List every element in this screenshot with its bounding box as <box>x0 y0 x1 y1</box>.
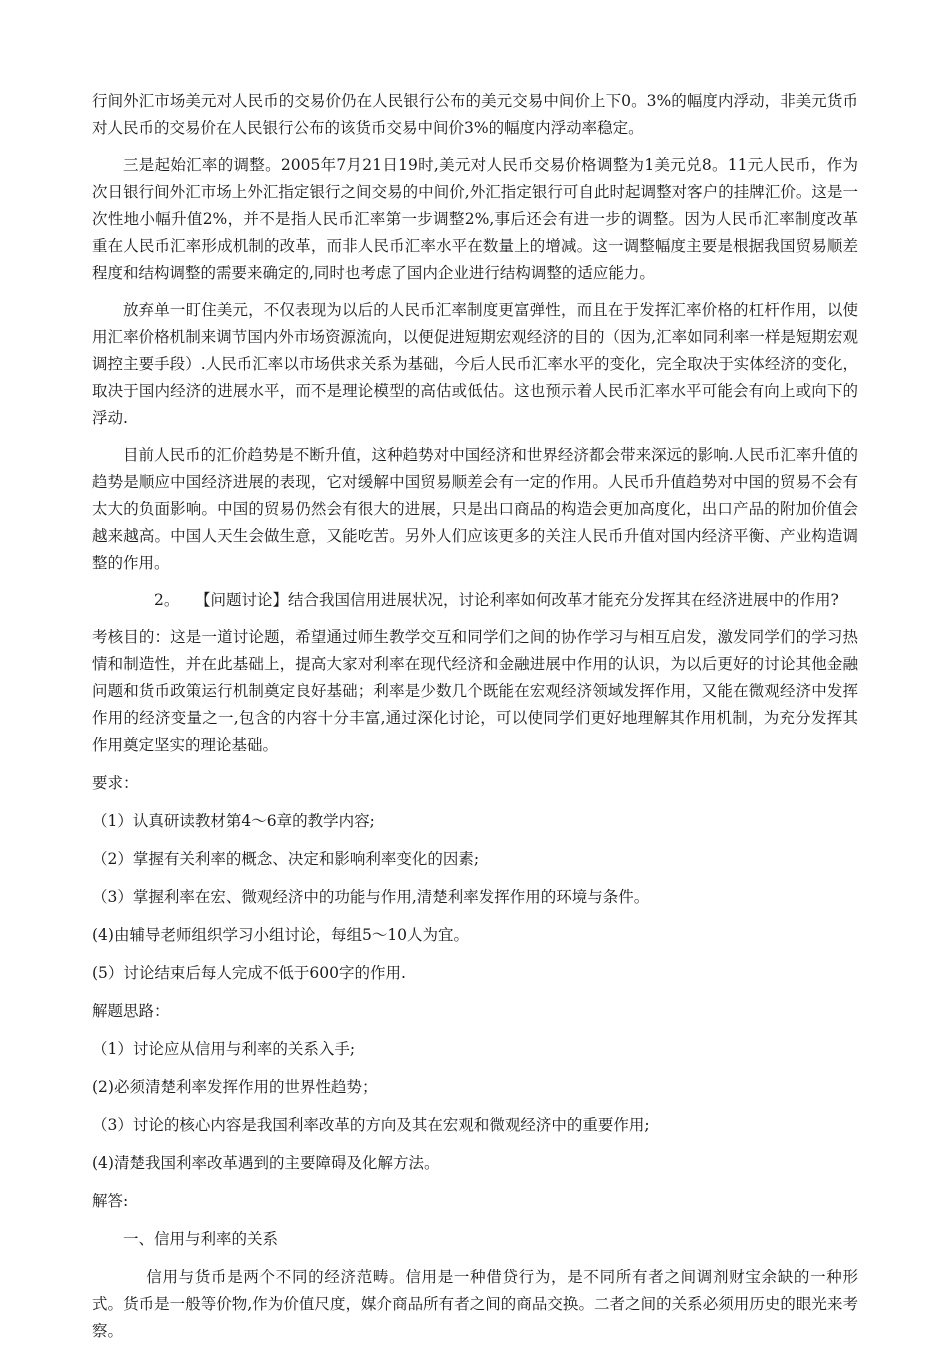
assessment-purpose: 考核目的：这是一道讨论题，希望通过师生教学交互和同学们之间的协作学习与相互启发，激发同学们的学习热情和制造性，并在此基础上，提高大家对利率在现代经济和金融进展中作用的认识，为以后更好的讨论其他金融问题和货币政策运行机制奠定良好基础；利率是少数几个既能在宏观经济领域发挥作用，又能在微观经济中发挥作用的经济变量之一,包含的内容十分丰富,通过深化讨论，可以使同学们更好地理解其作用机制，为充分发挥其作用奠定坚实的理论基础。 <box>92 628 858 754</box>
approach-item: (2)必须清楚利率发挥作用的世界性趋势； <box>92 1078 378 1096</box>
question-number: 2。 <box>154 591 180 609</box>
requirement-item: （1）认真研读教材第4～6章的教学内容; <box>92 812 375 830</box>
approach-item: （3）讨论的核心内容是我国利率改革的方向及其在宏观和微观经济中的重要作用; <box>92 1116 650 1134</box>
paragraph-initial-rate: 三是起始汇率的调整。2005年7月21日19时,美元对人民币交易价格调整为1美元兑8。11元人民币，作为次日银行间外汇市场上外汇指定银行之间交易的中间价,外汇指定银行可自此时起调整对客户的挂牌汇价。这是一次性地小幅升值2%，并不是指人民币汇率第一步调整2%,事后还会有进一步的调整。因为人民币汇率制度改革重在人民币汇率形成机制的改革，而非人民币汇率水平在数量上的增减。这一调整幅度主要是根据我国贸易顺差程度和结构调整的需要来确定的,同时也考虑了国内企业进行结构调整的适应能力。 <box>92 156 858 282</box>
requirement-item: (5）讨论结束后每人完成不低于600字的作用. <box>92 964 406 982</box>
paragraph-exchange-float: 行间外汇市场美元对人民币的交易价仍在人民银行公布的美元交易中间价上下0。3%的幅度内浮动，非美元货币对人民币的交易价在人民银行公布的该货币交易中间价3%的幅度内浮动率稳定。 <box>92 92 858 137</box>
question-text: 【问题讨论】结合我国信用进展状况，讨论利率如何改革才能充分发挥其在经济进展中的作用? <box>195 591 839 609</box>
requirement-item: （2）掌握有关利率的概念、决定和影响利率变化的因素; <box>92 850 480 868</box>
approach-item: （1）讨论应从信用与利率的关系入手; <box>92 1040 356 1058</box>
requirements-heading: 要求： <box>92 774 139 792</box>
answer-section-title: 一、信用与利率的关系 <box>123 1230 279 1248</box>
paragraph-abandon-peg: 放弃单一盯住美元，不仅表现为以后的人民币汇率制度更富弹性，而且在于发挥汇率价格的杠杆作用，以使用汇率价格机制来调节国内外市场资源流向，以便促进短期宏观经济的目的（因为,汇率如同利率一样是短期宏观调控主要手段）.人民币汇率以市场供求关系为基础，今后人民币汇率水平的变化，完全取决于实体经济的变化，取决于国内经济的进展水平，而不是理论模型的高估或低估。这也预示着人民币汇率水平可能会有向上或向下的浮动. <box>92 301 858 427</box>
question-2 <box>92 587 858 614</box>
answer-paragraph: 信用与货币是两个不同的经济范畴。信用是一种借贷行为，是不同所有者之间调剂财宝余缺的一种形式。货币是一般等价物,作为价值尺度，媒介商品所有者之间的商品交换。二者之间的关系必须用历史的眼光来考察。 <box>92 1268 858 1340</box>
approach-heading: 解题思路： <box>92 1002 170 1020</box>
approach-item: (4)清楚我国利率改革遇到的主要障碍及化解方法。 <box>92 1154 440 1172</box>
answer-heading: 解答: <box>92 1192 129 1210</box>
requirement-item: （3）掌握利率在宏、微观经济中的功能与作用,清楚利率发挥作用的环境与条件。 <box>92 888 650 906</box>
document-page <box>92 88 858 1345</box>
paragraph-appreciation-trend: 目前人民币的汇价趋势是不断升值，这种趋势对中国经济和世界经济都会带来深远的影响.人民币汇率升值的趋势是顺应中国经济进展的表现，它对缓解中国贸易顺差会有一定的作用。人民币升值趋势对中国的贸易不会有太大的负面影响。中国的贸易仍然会有很大的进展，只是出口商品的构造会更加高度化，出口产品的附加价值会越来越高。中国人天生会做生意，又能吃苦。另外人们应该更多的关注人民币升值对国内经济平衡、产业构造调整的作用。 <box>92 446 858 572</box>
requirement-item: (4)由辅导老师组织学习小组讨论，每组5～10人为宜。 <box>92 926 470 944</box>
